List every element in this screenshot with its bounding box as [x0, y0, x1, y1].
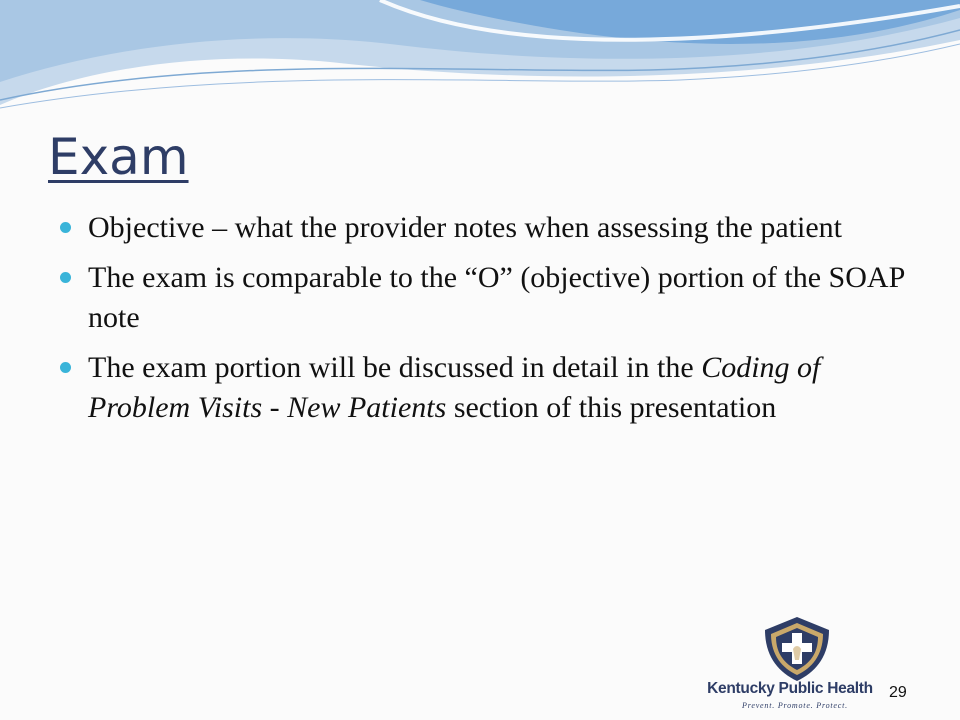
shield-cross-icon: [762, 616, 832, 682]
bullet-item: [60, 348, 910, 428]
bullet-text: The exam is comparable to the “O” (objective) portion of the SOAP note: [88, 261, 905, 334]
bullet-text-emphasis: Coding of Problem Visits - New Patients: [88, 351, 821, 424]
bullet-dot-icon: [60, 362, 71, 373]
bullet-dot-icon: [60, 272, 71, 283]
bullet-dot-icon: [60, 222, 71, 233]
bullet-item: [60, 208, 910, 248]
bullet-text-prefix: The exam portion will be discussed in detail in the: [88, 351, 702, 384]
bullet-text-suffix: section of this presentation: [446, 391, 777, 424]
bullet-text: Objective – what the provider notes when assessing the patient: [88, 211, 842, 244]
logo-tagline: Prevent. Promote. Protect.: [742, 701, 848, 710]
kentucky-public-health-logo: [690, 612, 905, 712]
logo-org-name: Kentucky Public Health: [707, 680, 873, 697]
slide-title: Exam: [48, 128, 189, 186]
page-number: 29: [889, 684, 907, 701]
bullet-item: [60, 258, 910, 338]
bullet-list: [60, 208, 910, 438]
header-wave-decoration: [0, 0, 960, 120]
